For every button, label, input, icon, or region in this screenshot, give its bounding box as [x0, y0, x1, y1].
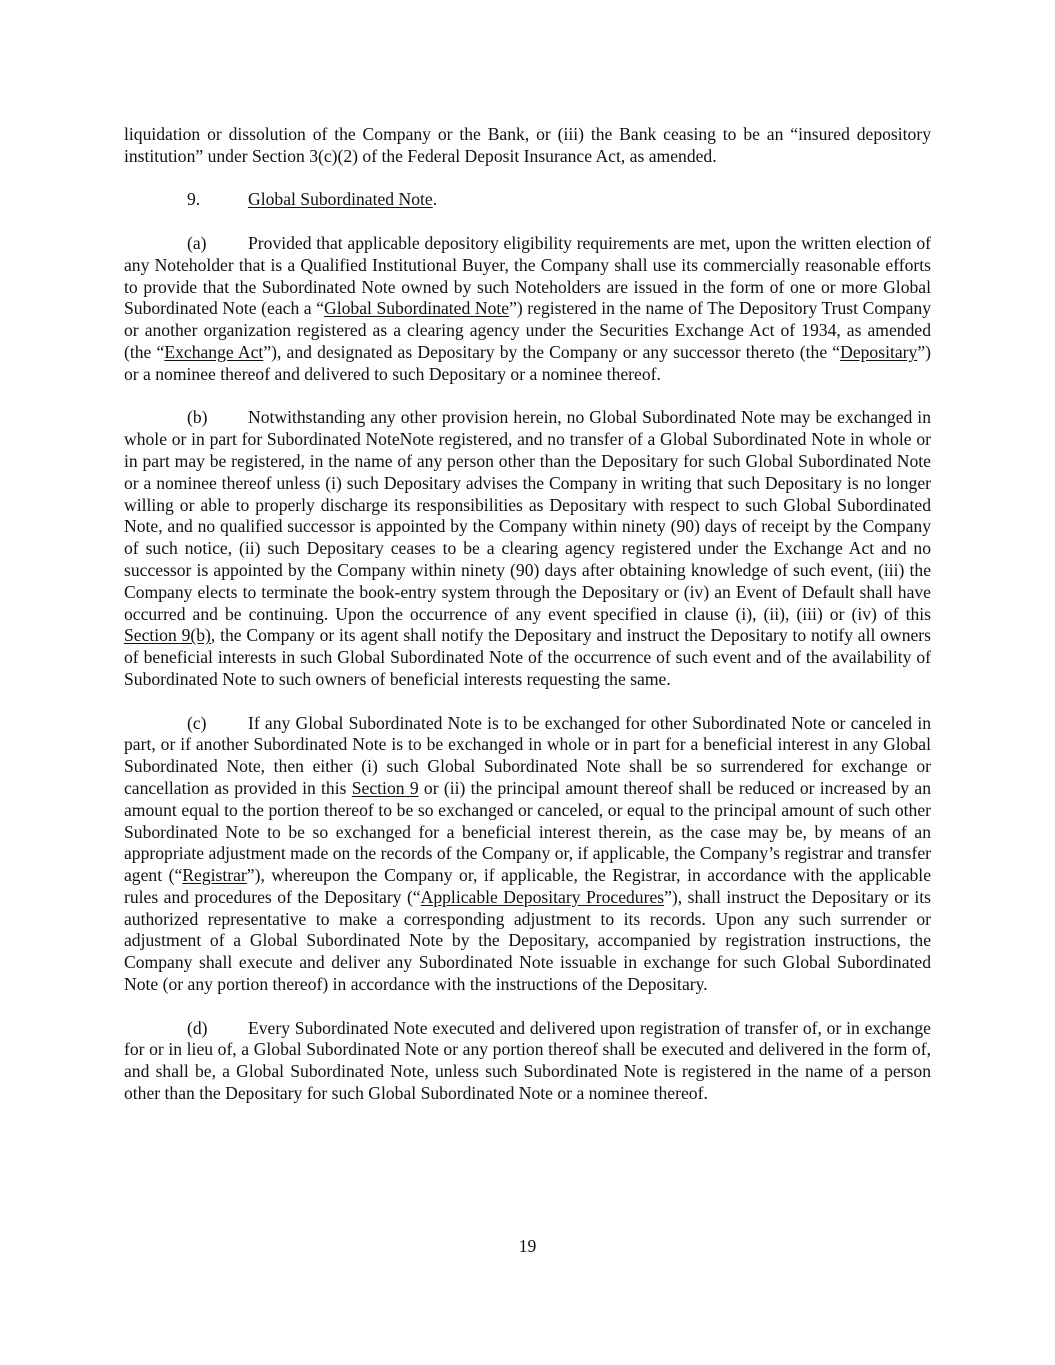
defined-term-depositary: Depositary: [840, 341, 918, 362]
paragraph-c: [124, 713, 931, 996]
paragraph-c-text-4: ”), shall instruct the Depositary or its authorized representative to make a corresponding adjustment to its records. Upon any such surrender or adjustment of a Global Subordinated Note by the Depositary, accompanied by registration instructions, the Company shall execute and deliver any Subordinated Note issuable in exchange for such Global Subordinated Note (or any portion thereof) in accordance with the instructions of the Depositary.: [124, 886, 931, 995]
paragraph-c-label: (c): [187, 712, 207, 733]
document-page: [124, 124, 931, 1105]
section-heading: [124, 189, 931, 211]
paragraph-d-text-1: Every Subordinated Note executed and delivered upon registration of transfer of, or in exchange for or in lieu of, a Global Subordinated Note or any portion thereof shall be executed and delivered in the form of, and shall be, a Global Subordinated Note, unless such Subordinated Note is registered in the name of a person other than the Depositary for such Global Subordinated Note or a nominee thereof.: [124, 1017, 931, 1104]
defined-term-global-subordinated-note: Global Subordinated Note: [324, 298, 510, 319]
paragraph-a-text-3: ”), and designated as Depositary by the Company or any successor thereto (the “: [263, 341, 841, 362]
defined-term-exchange-act: Exchange Act: [164, 341, 264, 362]
paragraph-b: [124, 407, 931, 690]
defined-term-registrar: Registrar: [182, 865, 247, 886]
paragraph-c-text-1: If any Global Subordinated Note is to be exchanged for other Subordinated Note or canceled in part, or if another Subordinated Note is to be exchanged in whole or in part for a beneficial interest in any Global Subordinated Note, then either (i) such Global Subordinated Note shall be so surrendered for exchange or cancellation as provided in this: [124, 712, 931, 798]
page-number: 19: [518, 1236, 537, 1256]
section-title-period: .: [432, 189, 438, 210]
section-title: Global Subordinated Note: [248, 189, 433, 210]
paragraph-c-text-3: ”), whereupon the Company or, if applicable, the Registrar, in accordance with the applicable rules and procedures of the Depositary (“: [124, 865, 932, 907]
paragraph-d-label: (d): [187, 1017, 208, 1038]
paragraph-a: [124, 233, 931, 386]
paragraph-d: [124, 1018, 931, 1105]
paragraph-a-text-2: ”) registered in the name of The Depository Trust Company or another organization registered as a clearing agency under the Securities Exchange Act of 1934, as amended (the “: [124, 298, 931, 362]
paragraph-a-text-1: Provided that applicable depository eligibility requirements are met, upon the written election of any Noteholder that is a Qualified Institutional Buyer, the Company shall use its commercially reasonable efforts to provide that the Subordinated Note owned by such Noteholders are issued in the form of one or more Global Subordinated Note (each a “: [124, 232, 931, 319]
paragraph-c-text-2: or (ii) the principal amount thereof shall be reduced or increased by an amount equal to the portion thereof to be so exchanged or canceled, or equal to the principal amount of such other Subordinated Note to be so exchanged for a beneficial interest therein, as the case may be, by means of an appropriate adjustment made on the records of the Company or, if applicable, the Company’s registrar and transfer agent (“: [124, 777, 932, 886]
paragraph-b-label: (b): [187, 407, 208, 428]
section-reference-9: Section 9: [351, 777, 419, 798]
section-number: 9.: [187, 189, 201, 210]
paragraph-a-label: (a): [187, 232, 207, 253]
paragraph-b-text-1: Notwithstanding any other provision herein, no Global Subordinated Note may be exchanged in whole or in part for Subordinated NoteNote registered, and no transfer of a Global Subordinated Note in whole or in part may be registered, in the name of any person other than the Depositary for such Global Subordinated Note or a nominee thereof unless (i) such Depositary advises the Company in writing that such Depositary is no longer willing or able to properly discharge its responsibilities as Depositary with respect to such Global Subordinated Note, and no qualified successor is appointed by the Company within ninety (90) days of receipt by the Company of such notice, (ii) such Depositary ceases to be a clearing agency registered under the Exchange Act and no successor is appointed by the Company within ninety (90) days after obtaining knowledge of such event, (iii) the Company elects to terminate the book-entry system through the Depositary or (iv) an Event of Default shall have occurred and be continuing. Upon the occurrence of any event specified in clause (i), (ii), (iii) or (iv) of this: [124, 407, 931, 624]
paragraph-a-text-4: ”) or a nominee thereof and delivered to such Depositary or a nominee thereof.: [124, 341, 931, 384]
paragraph-b-text-2: , the Company or its agent shall notify the Depositary and instruct the Depositary to notify all owners of beneficial interests in such Global Subordinated Note of the occurrence of such event and of the availability of Subordinated Note to such owners of beneficial interests requesting the same.: [124, 625, 931, 689]
defined-term-applicable-depositary-procedures: Applicable Depositary Procedures: [420, 886, 665, 907]
continuation-paragraph: [124, 124, 931, 168]
section-reference-9b: Section 9(b): [124, 625, 211, 646]
continuation-text: liquidation or dissolution of the Company or the Bank, or (iii) the Bank ceasing to be an “insured depository institution” under Section 3(c)(2) of the Federal Deposit Insurance Act, as amended.: [124, 124, 931, 166]
